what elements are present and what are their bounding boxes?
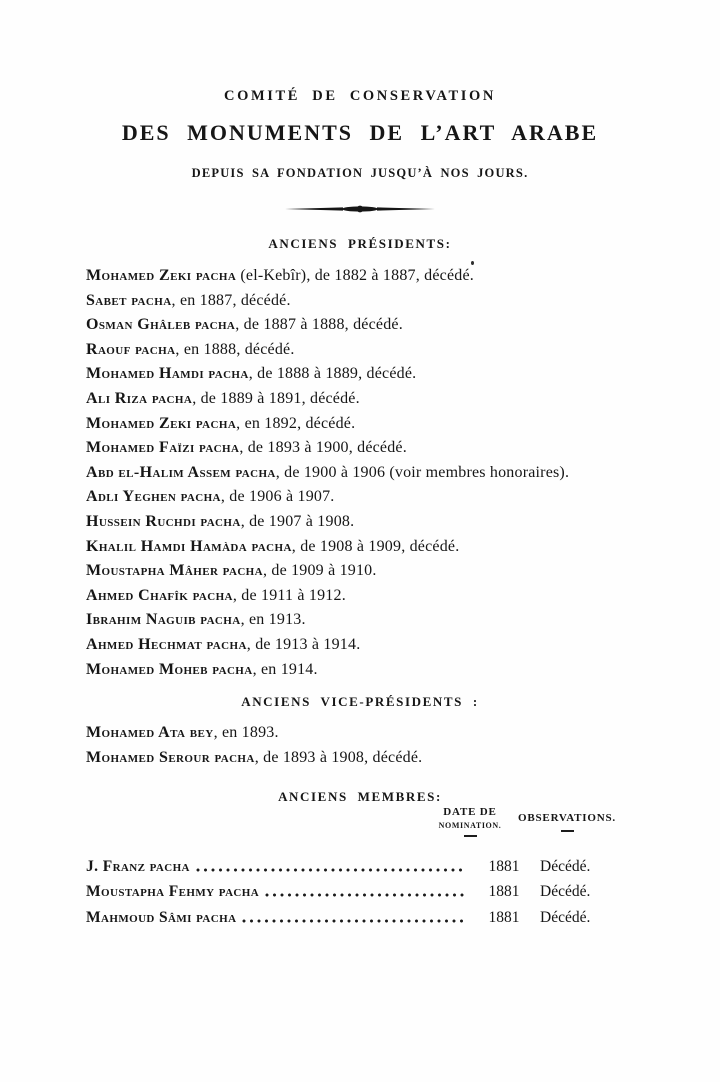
entry-rest: , de 1913 à 1914. [246, 635, 361, 653]
list-item [86, 362, 682, 387]
member-nomination-date: 1881 [488, 857, 520, 875]
person-name: Osman Ghâleb pacha [86, 316, 236, 334]
list-item [86, 436, 682, 461]
person-name: Mohamed Ata bey [86, 724, 214, 741]
entry-rest: , en 1913. [240, 611, 306, 629]
person-name: Ibrahim Naguib pacha [86, 611, 241, 629]
list-item [86, 535, 682, 560]
entry-rest: , de 1889 à 1891, décédé. [192, 389, 360, 407]
members-rows [86, 850, 662, 927]
entry-rest: , en 1887, décédé. [171, 291, 291, 309]
person-name: Mohamed Hamdi pacha [86, 365, 249, 383]
column-header-date [438, 806, 502, 837]
list-item [86, 412, 682, 437]
list-item [86, 313, 682, 338]
person-name: Ali Riza pacha [86, 389, 193, 407]
divider-ornament [0, 201, 720, 219]
entry-rest: , de 1906 à 1907. [220, 488, 335, 506]
person-name: Ahmed Hechmat pacha [86, 635, 247, 653]
leader-dots [242, 919, 464, 923]
list-item [86, 720, 682, 745]
members-table-header [86, 806, 662, 837]
person-name: Adli Yeghen pacha [86, 488, 221, 506]
list-item [86, 633, 682, 658]
entry-rest: , de 1887 à 1888, décédé. [235, 316, 403, 334]
person-name: Moustapha Mâher pacha [86, 562, 263, 580]
entry-rest: , en 1892, décédé. [236, 414, 356, 432]
member-name: Moustapha Fehmy pacha [86, 883, 260, 901]
member-nomination-date: 1881 [488, 883, 520, 901]
column-header-observations [506, 806, 628, 832]
column-header-date-line1: DATE DE [443, 806, 497, 818]
entry-rest: , en 1893. [213, 724, 279, 741]
list-item [86, 338, 682, 363]
person-name: Hussein Ruchdi pacha [86, 512, 241, 530]
vice-presidents-list [86, 720, 682, 770]
entry-rest: , en 1888, décédé. [175, 340, 295, 358]
person-name: Abd el-Halim Assem pacha [86, 463, 276, 481]
entry-rest: , de 1888 à 1889, décédé. [248, 365, 417, 383]
list-item [86, 510, 682, 535]
members-table [86, 806, 662, 927]
member-observation: Décédé. [540, 857, 591, 875]
list-item [86, 461, 682, 486]
member-row [86, 850, 662, 876]
section-heading-presidents: ANCIENS PRÉSIDENTS: [268, 236, 452, 251]
list-item [86, 584, 682, 609]
list-item [86, 608, 682, 633]
member-row [86, 876, 662, 902]
page-title-line1: COMITÉ DE CONSERVATION [224, 88, 496, 104]
entry-rest: , de 1909 à 1910. [262, 562, 377, 580]
entry-rest: , en 1914. [252, 660, 318, 678]
list-item [86, 559, 682, 584]
entry-rest: , de 1893 à 1900, décédé. [239, 439, 407, 457]
entry-rest: , de 1911 à 1912. [232, 586, 346, 604]
entry-rest: , de 1900 à 1906 (voir membres honoraires). [275, 463, 570, 481]
person-name: Khalil Hamdi Hamàda pacha [86, 537, 292, 555]
member-row [86, 901, 662, 927]
list-item [86, 289, 682, 314]
column-header-date-line2: NOMINATION. [438, 821, 502, 830]
header-dash [561, 830, 574, 832]
page-subtitle: DEPUIS SA FONDATION JUSQU’À NOS JOURS. [191, 166, 529, 180]
leader-dots [265, 893, 464, 897]
presidents-list [86, 264, 682, 682]
list-item [86, 264, 682, 289]
entry-rest: , de 1907 à 1908. [240, 512, 355, 530]
member-observation: Décédé. [540, 909, 591, 927]
person-name: Mohamed Faïzi pacha [86, 439, 240, 457]
list-item [86, 745, 682, 770]
entry-rest: , de 1908 à 1909, décédé. [291, 537, 460, 555]
person-name: Ahmed Chafîk pacha [86, 586, 233, 604]
page-title-line2: DES MONUMENTS DE L’ART ARABE [121, 120, 599, 145]
member-nomination-date: 1881 [488, 909, 520, 927]
list-item [86, 387, 682, 412]
section-heading-vice-presidents: ANCIENS VICE-PRÉSIDENTS : [241, 694, 479, 709]
header-dash [464, 835, 477, 837]
section-heading-members: ANCIENS MEMBRES: [278, 789, 442, 804]
person-name: Mohamed Zeki pacha [86, 267, 237, 284]
member-observation: Décédé. [540, 883, 591, 901]
entry-rest: (el-Kebîr), de 1882 à 1887, décédé. [236, 267, 474, 284]
list-item [86, 658, 682, 683]
leader-dots [196, 868, 464, 872]
column-header-observations-label: OBSERVATIONS. [518, 812, 616, 824]
person-name: Mohamed Zeki pacha [86, 414, 237, 432]
member-name: J. Franz pacha [86, 857, 190, 875]
person-name: Sabet pacha [86, 291, 172, 309]
member-name: Mahmoud Sâmi pacha [86, 909, 237, 927]
person-name: Mohamed Serour pacha [86, 749, 255, 766]
person-name: Raouf pacha [86, 340, 176, 358]
entry-rest: , de 1893 à 1908, décédé. [254, 749, 423, 766]
list-item [86, 485, 682, 510]
person-name: Mohamed Moheb pacha [86, 660, 253, 678]
